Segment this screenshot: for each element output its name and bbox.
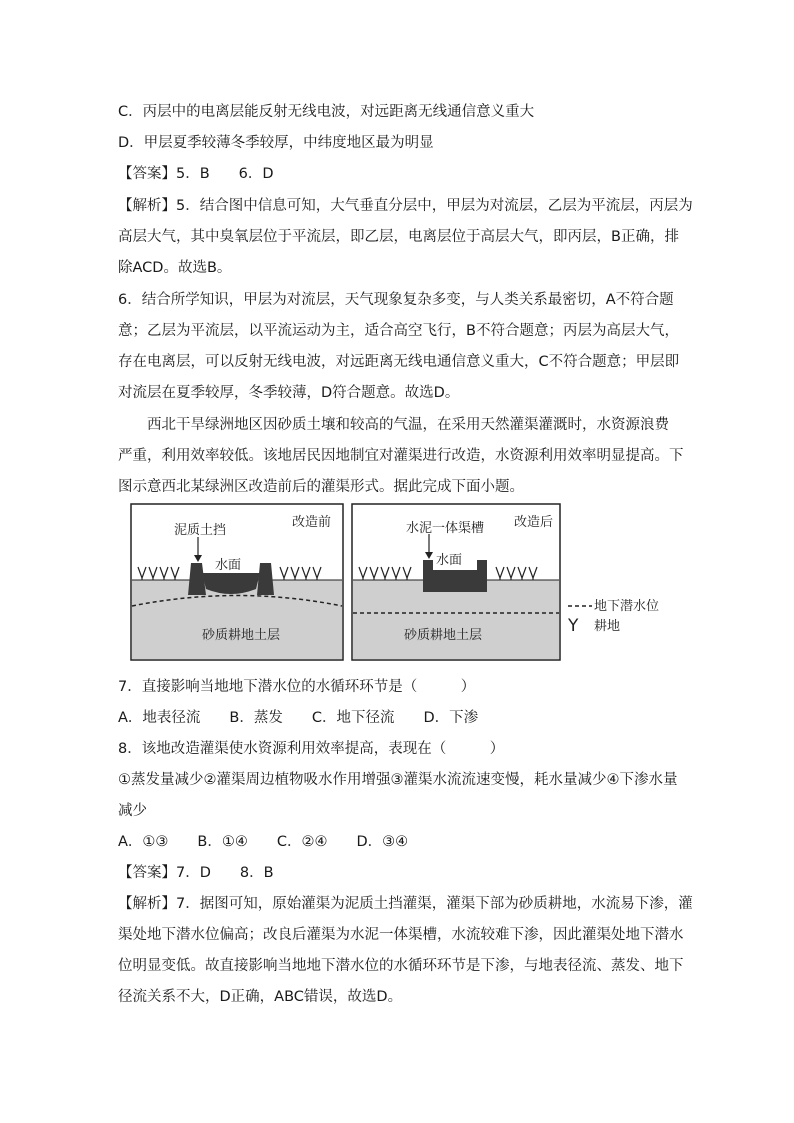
analysis-7-line1: 【解析】7．据图可知，原始灌渠为泥质土挡灌渠，灌渠下部为砂质耕地，水流易下渗，灌 — [118, 896, 693, 912]
analysis-7-line4: 径流关系不大，D正确，ABC错误，故选D。 — [118, 989, 403, 1005]
analysis-6-line2: 意；乙层为平流层，以平流运动为主，适合高空飞行，B不符合题意；丙层为高层大气， — [118, 323, 679, 339]
question-7-options: A．地表径流 B．蒸发 C．地下径流 D．下渗 — [118, 710, 479, 726]
soil-label-before: 砂质耕地土层 — [202, 628, 281, 643]
analysis-5-line2: 高层大气，其中臭氧层位于平流层，即乙层，电离层位于高层大气，即丙层，B正确，排 — [118, 229, 679, 245]
passage-line1: 西北干旱绿洲地区因砂质土壤和较高的气温，在采用天然灌渠灌溉时，水资源浪费 — [147, 417, 669, 433]
passage-line2: 严重，利用效率较低。该地居民因地制宜对灌渠进行改造，水资源利用效率明显提高。下 — [118, 448, 684, 464]
passage-line3: 图示意西北某绿洲区改造前后的灌渠形式。据此完成下面小题。 — [118, 479, 524, 495]
panel-title-after: 改造后 — [514, 515, 554, 530]
water-label-before: 水面 — [215, 558, 242, 573]
panel-after — [352, 504, 560, 660]
legend — [567, 598, 659, 636]
legend-farmland-symbol: Y — [568, 616, 579, 636]
question-8: 8．该地改造灌渠使水资源利用效率提高，表现在（ ） — [118, 741, 505, 757]
answer-7-8: 【答案】7．D 8．B — [118, 865, 274, 881]
analysis-7-line2: 渠处地下潜水位偏高；改良后灌渠为水泥一体渠槽，水流较难下渗，因此灌渠处地下潜水 — [118, 927, 684, 943]
canal-figure — [130, 503, 670, 665]
analysis-5-line3: 除ACD。故选B。 — [118, 260, 232, 276]
analysis-5-line1: 【解析】5．结合图中信息可知，大气垂直分层中，甲层为对流层，乙层为平流层，丙层为 — [118, 198, 693, 214]
question-8-statements-line2: 减少 — [118, 803, 147, 819]
legend-water-table-label: 地下潜水位 — [594, 599, 660, 614]
option-d: D．甲层夏季较薄冬季较厚，中纬度地区最为明显 — [118, 135, 434, 151]
legend-farmland-label: 耕地 — [594, 619, 621, 634]
mud-bank-label: 泥质土挡 — [174, 523, 227, 538]
cement-trough-label: 水泥一体渠槽 — [406, 521, 485, 536]
analysis-6-line1: 6．结合所学知识，甲层为对流层，天气现象复杂多变，与人类关系最密切，A不符合题 — [118, 292, 674, 308]
panel-title-before: 改造前 — [292, 515, 332, 530]
option-c: C．丙层中的电离层能反射无线电波，对远距离无线通信意义重大 — [118, 104, 535, 120]
water-label-after: 水面 — [436, 553, 463, 568]
analysis-6-line3: 存在电离层，可以反射无线电波，对远距离无线电通信意义重大，C不符合题意；甲层即 — [118, 354, 680, 370]
soil-label-after: 砂质耕地土层 — [404, 628, 483, 643]
panel-before — [131, 504, 343, 660]
question-7: 7．直接影响当地地下潜水位的水循环环节是（ ） — [118, 679, 476, 695]
analysis-6-line4: 对流层在夏季较厚，冬季较薄，D符合题意。故选D。 — [118, 385, 460, 401]
question-8-statements-line1: ①蒸发量减少②灌渠周边植物吸水作用增强③灌渠水流流速变慢，耗水量减少④下渗水量 — [118, 772, 678, 788]
answer-5-6: 【答案】5．B 6．D — [118, 166, 274, 182]
analysis-7-line3: 位明显变低。故直接影响当地地下潜水位的水循环环节是下渗，与地表径流、蒸发、地下 — [118, 958, 684, 974]
question-8-options: A．①③ B．①④ C．②④ D．③④ — [118, 834, 409, 850]
